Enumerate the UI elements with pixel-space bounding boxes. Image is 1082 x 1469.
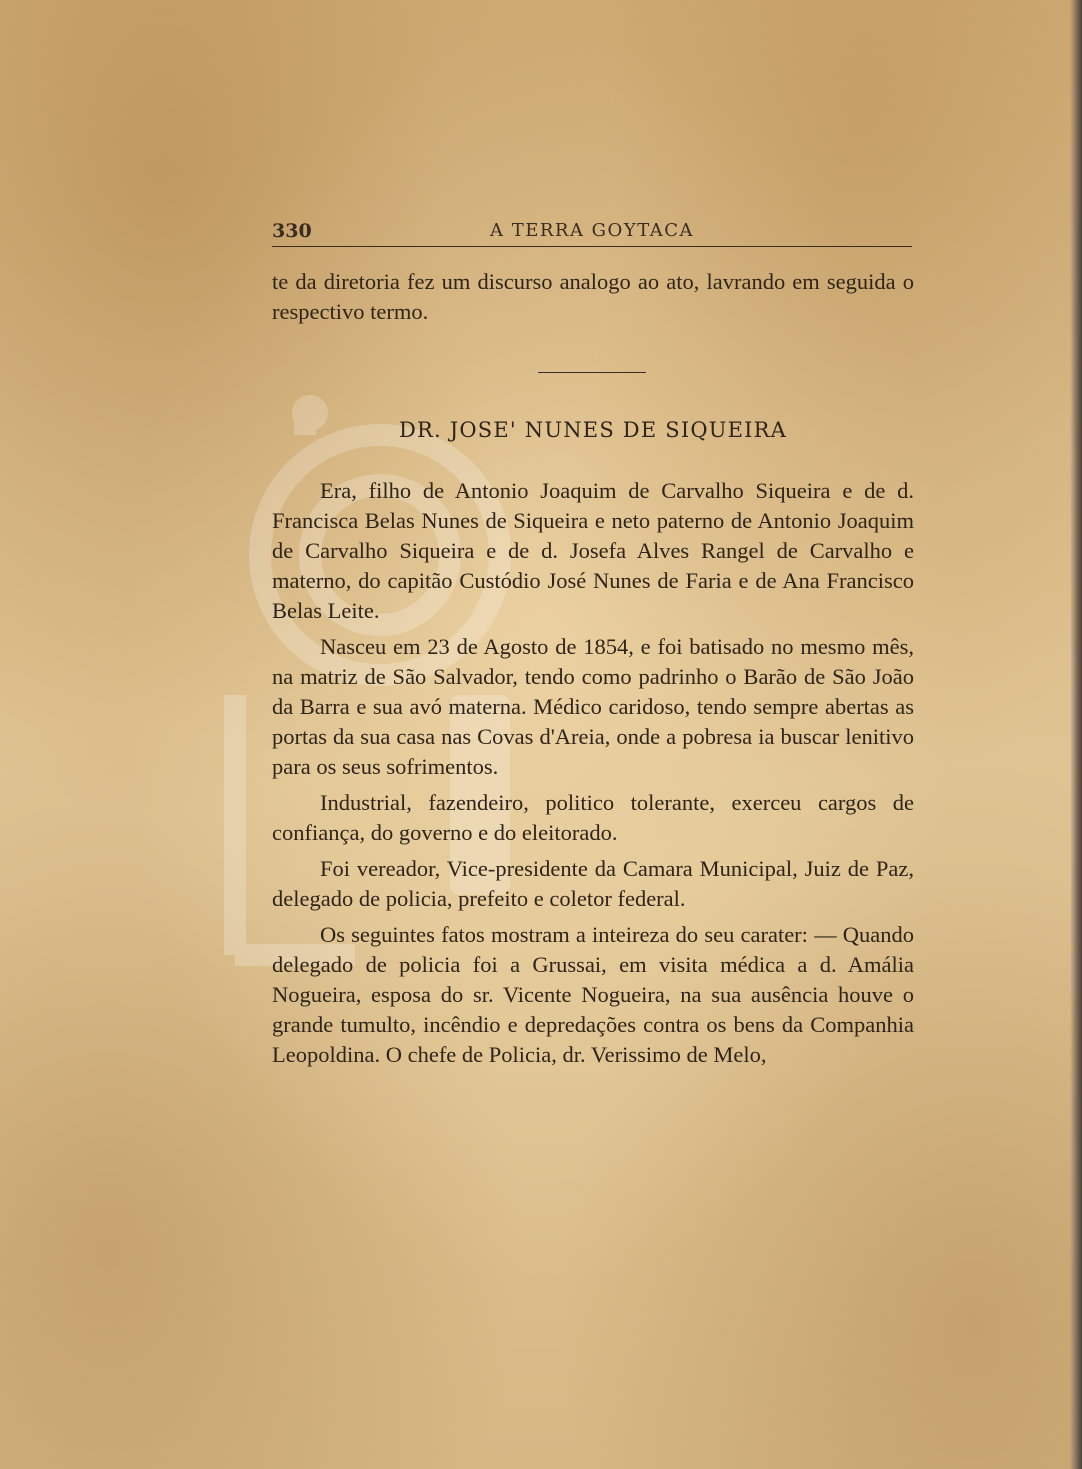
page-header [272,220,912,247]
page-number: 330 [272,220,312,242]
opening-paragraph-block [272,267,914,333]
opening-paragraph: te da diretoria fez um discurso analogo ao ato, lavrando em seguida o respectivo termo. [272,269,914,324]
page-edge [1070,0,1082,1469]
section-divider [538,372,646,373]
paragraph-2: Nasceu em 23 de Agosto de 1854, e foi batisado no mesmo mês, na matriz de São Salvador, tendo como padrinho o Barão de São João da Barra e sua avó materna. Médico caridoso, tendo sempre abertas as portas da sua casa nas Covas d'Areia, onde a pobresa ia buscar lenitivo para os seus sofrimentos. [272,634,914,779]
biography-body [272,476,914,1076]
running-head: A TERRA GOYTACA [489,220,694,241]
paragraph-1: Era, filho de Antonio Joaquim de Carvalho Siqueira e de d. Francisca Belas Nunes de Siqueira e neto paterno de Antonio Joaquim de Carvalho Siqueira e de d. Josefa Alves Rangel de Carvalho e materno, do capitão Custódio José Nunes de Faria e de Ana Francisco Belas Leite. [272,478,914,623]
paragraph-4: Foi vereador, Vice-presidente da Camara Municipal, Juiz de Paz, delegado de policia, prefeito e coletor federal. [272,856,914,911]
paragraph-5: Os seguintes fatos mostram a inteireza do seu carater: — Quando delegado de policia foi a Grussai, em visita médica a d. Amália Nogueira, esposa do sr. Vicente Nogueira, na sua ausência houve o grande tumulto, incêndio e depredações contra os bens da Companhia Leopoldina. O chefe de Policia, dr. Verissimo de Melo, [272,922,914,1067]
paragraph-3: Industrial, fazendeiro, politico tolerante, exerceu cargos de confiança, do governo e do eleitorado. [272,790,914,845]
section-title: DR. JOSE' NUNES DE SIQUEIRA [398,418,788,442]
